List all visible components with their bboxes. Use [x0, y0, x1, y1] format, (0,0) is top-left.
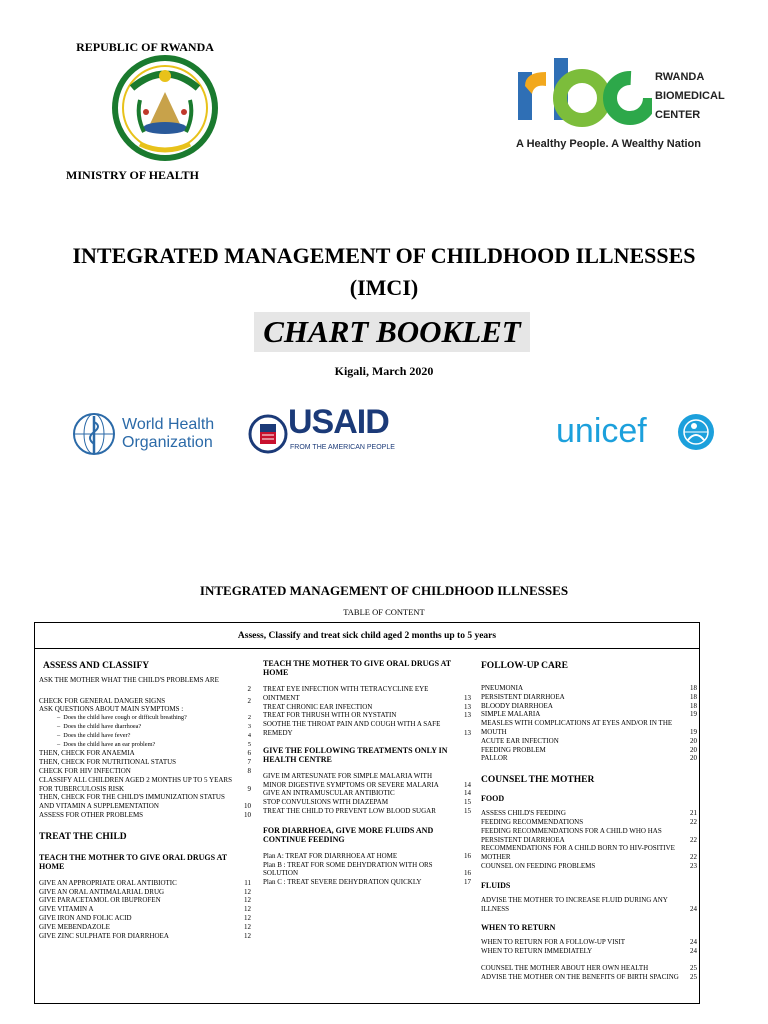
toc-column-2: [263, 649, 471, 887]
toc-entry[interactable]: TREAT CHRONIC EAR INFECTION 13: [263, 702, 471, 711]
toc-bar: Assess, Classify and treat sick child aged 2 months up to 5 years: [35, 623, 699, 649]
toc-section: FOOD: [481, 794, 505, 804]
toc-entry[interactable]: THEN, CHECK FOR NUTRITIONAL STATUS 7: [39, 758, 251, 767]
toc-section: FOLLOW-UP CARE: [481, 661, 568, 671]
toc-entry[interactable]: THEN, CHECK FOR ANAEMIA 6: [39, 749, 251, 758]
rbc-name-line3: CENTER: [655, 109, 701, 121]
toc-entry[interactable]: ADVISE THE MOTHER TO INCREASE FLUID DURING ANY ILLNESS 24: [481, 895, 697, 913]
toc-entry[interactable]: GIVE ZINC SULPHATE FOR DIARRHOEA 12: [39, 931, 251, 940]
toc-entry[interactable]: TREAT THE CHILD TO PREVENT LOW BLOOD SUGAR 15: [263, 806, 471, 815]
toc-entry[interactable]: FEEDING RECOMMENDATIONS 22: [481, 817, 697, 826]
toc-section: TEACH THE MOTHER TO GIVE ORAL DRUGS AT HOME: [263, 659, 451, 677]
toc-entry[interactable]: GIVE VITAMIN A 12: [39, 905, 251, 914]
toc-entry[interactable]: GIVE IRON AND FOLIC ACID 12: [39, 913, 251, 922]
toc-heading: INTEGRATED MANAGEMENT OF CHILDHOOD ILLNESSES: [199, 583, 569, 598]
toc-subentry[interactable]: – Does the child have diarrhoea? 3: [57, 722, 251, 730]
usaid-tagline: FROM THE AMERICAN PEOPLE: [290, 444, 395, 451]
toc-entry[interactable]: TREAT EYE INFECTION WITH TETRACYCLINE EYE OINTMENT 13: [263, 685, 471, 702]
rbc-name-line2: BIOMEDICAL: [655, 90, 725, 102]
place-date: Kigali, March 2020: [334, 364, 434, 378]
toc-entry[interactable]: GIVE IM ARTESUNATE FOR SIMPLE MALARIA WITH MINOR DIGESTIVE SYMPTOMS OR SEVERE MALARIA 14: [263, 771, 471, 789]
toc-entry[interactable]: SOOTHE THE THROAT PAIN AND COUGH WITH A SAFE REMEDY 13: [263, 720, 471, 737]
toc-entry[interactable]: THEN, CHECK FOR THE CHILD'S IMMUNIZATION STATUS AND VITAMIN A SUPPLEMENTATION 10: [39, 793, 251, 811]
toc-section: WHEN TO RETURN: [481, 923, 556, 933]
toc-entry[interactable]: COUNSEL THE MOTHER ABOUT HER OWN HEALTH 25: [481, 963, 697, 972]
toc-column-1: [39, 649, 251, 940]
toc-entry[interactable]: TREAT FOR THRUSH WITH OR NYSTATIN 13: [263, 711, 471, 720]
toc-entry[interactable]: SIMPLE MALARIA 19: [481, 710, 697, 719]
toc-subentry[interactable]: – Does the child have cough or difficult breathing? 2: [57, 714, 251, 722]
toc-entry[interactable]: ASSESS CHILD'S FEEDING 21: [481, 809, 697, 818]
toc-entry[interactable]: GIVE AN INTRAMUSCULAR ANTIBIOTIC 14: [263, 789, 471, 798]
toc-section: TREAT THE CHILD: [39, 831, 127, 842]
toc-entry[interactable]: Plan A: TREAT FOR DIARRHOEA AT HOME 16: [263, 851, 471, 860]
toc-entry[interactable]: PERSISTENT DIARRHOEA 18: [481, 692, 697, 701]
toc-subheading: TABLE OF CONTENT: [343, 607, 425, 617]
toc-entry[interactable]: PNEUMONIA 18: [481, 684, 697, 692]
toc-entry[interactable]: WHEN TO RETURN IMMEDIATELY 24: [481, 947, 697, 956]
ministry-label: MINISTRY OF HEALTH: [66, 168, 199, 182]
toc-entry[interactable]: GIVE PARACETAMOL OR IBUPROFEN 12: [39, 896, 251, 905]
toc-entry[interactable]: CHECK FOR HIV INFECTION 8: [39, 766, 251, 775]
toc-entry[interactable]: BLOODY DIARRHOEA 18: [481, 701, 697, 710]
usaid-logo: [248, 398, 395, 468]
unicef-wordmark: unicef: [556, 412, 647, 450]
toc-entry[interactable]: GIVE MEBENDAZOLE 12: [39, 922, 251, 931]
toc-entry[interactable]: ASK THE MOTHER WHAT THE CHILD'S PROBLEMS ARE 2: [39, 676, 251, 693]
rbc-tagline: A Healthy People. A Wealthy Nation: [516, 138, 701, 150]
toc-entry[interactable]: Plan B : TREAT FOR SOME DEHYDRATION WITH ORS SOLUTION 16: [263, 860, 471, 878]
toc-section: FOR DIARRHOEA, GIVE MORE FLUIDS AND CONTINUE FEEDING: [263, 825, 434, 844]
toc-section: ASSESS AND CLASSIFY: [43, 661, 150, 671]
toc-section: GIVE THE FOLLOWING TREATMENTS ONLY IN HEALTH CENTRE: [263, 745, 448, 764]
document-title: [20, 240, 748, 304]
toc-entry[interactable]: STOP CONVULSIONS WITH DIAZEPAM 15: [263, 798, 471, 807]
toc-column-3: [481, 649, 697, 982]
toc-section: COUNSEL THE MOTHER: [481, 775, 595, 786]
toc-section: FLUIDS: [481, 880, 511, 890]
usaid-seal-icon: [248, 398, 288, 468]
title-line1: INTEGRATED MANAGEMENT OF CHILDHOOD ILLNESSES: [72, 243, 696, 268]
toc-entry[interactable]: COUNSEL ON FEEDING PROBLEMS 23: [481, 861, 697, 870]
toc-subentry[interactable]: – Does the child have fever? 4: [57, 731, 251, 739]
toc-box: [34, 622, 700, 1004]
chart-booklet-title: CHART BOOKLET: [254, 312, 530, 352]
rwanda-coat-of-arms-icon: [110, 52, 220, 164]
toc-entry[interactable]: MEASLES WITH COMPLICATIONS AT EYES AND/OR IN THE MOUTH 19: [481, 719, 697, 736]
toc-entry[interactable]: ADVISE THE MOTHER ON THE BENEFITS OF BIRTH SPACING 25: [481, 972, 697, 981]
toc-entry[interactable]: RECOMMENDATIONS FOR A CHILD BORN TO HIV-POSITIVE MOTHER 22: [481, 844, 697, 862]
toc-entry[interactable]: Plan C : TREAT SEVERE DEHYDRATION QUICKLY 17: [263, 878, 471, 887]
unicef-logo: [556, 410, 726, 454]
toc-entry[interactable]: PALLOR 20: [481, 754, 697, 763]
toc-entry[interactable]: FEEDING RECOMMENDATIONS FOR A CHILD WHO HAS PERSISTENT DIARRHOEA 22: [481, 826, 697, 844]
toc-entry[interactable]: WHEN TO RETURN FOR A FOLLOW-UP VISIT 24: [481, 938, 697, 947]
toc-section: TEACH THE MOTHER TO GIVE ORAL DRUGS AT HOME: [39, 852, 227, 871]
who-logo: [70, 408, 220, 460]
toc-entry: ASK QUESTIONS ABOUT MAIN SYMPTOMS :: [39, 705, 184, 714]
toc-entry[interactable]: FEEDING PROBLEM 20: [481, 745, 697, 754]
toc-entry[interactable]: CLASSIFY ALL CHILDREN AGED 2 MONTHS UP TO 5 YEARS FOR TUBERCULOSIS RISK 9: [39, 775, 251, 793]
toc-entry[interactable]: ACUTE EAR INFECTION 20: [481, 736, 697, 745]
republic-label: REPUBLIC OF RWANDA: [76, 40, 214, 54]
title-line2: (IMCI): [349, 275, 419, 300]
rbc-name-line1: RWANDA: [655, 71, 705, 83]
who-emblem-icon: [70, 410, 118, 458]
usaid-wordmark: USAID: [288, 403, 389, 441]
who-name-line2: Organization: [122, 434, 213, 451]
toc-entry[interactable]: CHECK FOR GENERAL DANGER SIGNS 2: [39, 696, 251, 705]
toc-entry[interactable]: ASSESS FOR OTHER PROBLEMS 10: [39, 810, 251, 819]
toc-entry[interactable]: GIVE AN ORAL ANTIMALARIAL DRUG 12: [39, 887, 251, 896]
toc-entry[interactable]: GIVE AN APPROPRIATE ORAL ANTIBIOTIC 11: [39, 878, 251, 887]
toc-subentry[interactable]: – Does the child have an ear problem? 5: [57, 740, 251, 748]
unicef-emblem-icon: [674, 410, 718, 454]
who-name-line1: World Health: [122, 416, 215, 433]
